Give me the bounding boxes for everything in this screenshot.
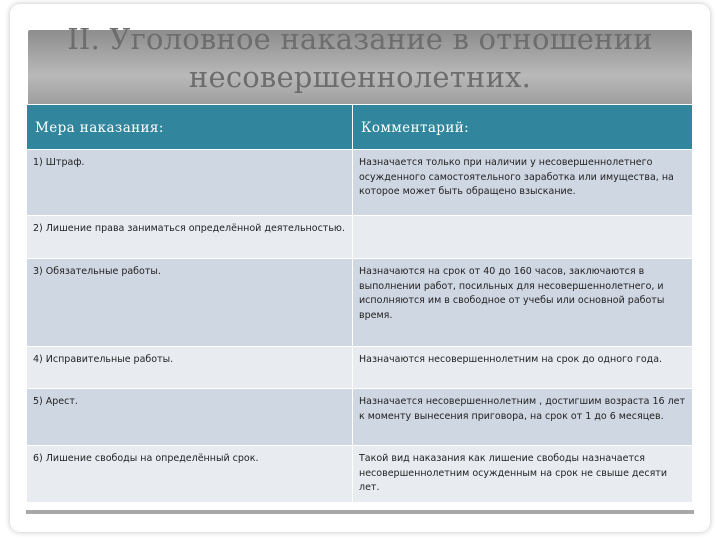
table-row — [27, 347, 693, 389]
table-row — [27, 259, 693, 347]
measure-cell: 3) Обязательные работы. — [27, 259, 353, 347]
slide-title: II. Уголовное наказание в отношении несовершеннолетних. — [67, 22, 653, 94]
table-header-row — [27, 105, 693, 150]
comment-cell: Назначаются несовершеннолетним на срок до одного года. — [353, 347, 693, 389]
comment-cell: Назначаются на срок от 40 до 160 часов, заключаются в выполнении работ, посильных для несовершеннолетнего, и исполняются им в свободное от учебы или основной работы время. — [353, 259, 693, 347]
comment-cell — [353, 216, 693, 259]
header-measure: Мера наказания: — [27, 105, 353, 150]
comment-cell: Назначается только при наличии у несовершеннолетнего осужденного самостоятельного заработка или имущества, на которое может быть обращено взыскание. — [353, 150, 693, 216]
header-comment: Комментарий: — [353, 105, 693, 150]
table-row — [27, 216, 693, 259]
bottom-divider — [26, 510, 694, 514]
table-row — [27, 150, 693, 216]
measure-cell: 1) Штраф. — [27, 150, 353, 216]
measure-cell: 5) Арест. — [27, 389, 353, 446]
measure-cell: 6) Лишение свободы на определённый срок. — [27, 446, 353, 503]
comment-cell: Назначается несовершеннолетним , достигшим возраста 16 лет к моменту вынесения приговора, на срок от 1 до 6 месяцев. — [353, 389, 693, 446]
table-row — [27, 389, 693, 446]
measure-cell: 4) Исправительные работы. — [27, 347, 353, 389]
table-row — [27, 446, 693, 503]
measure-cell: 2) Лишение права заниматься определённой деятельностью. — [27, 216, 353, 259]
comment-cell: Такой вид наказания как лишение свободы назначается несовершеннолетним осужденным на срок не свыше десяти лет. — [353, 446, 693, 503]
punishment-table — [26, 104, 693, 503]
